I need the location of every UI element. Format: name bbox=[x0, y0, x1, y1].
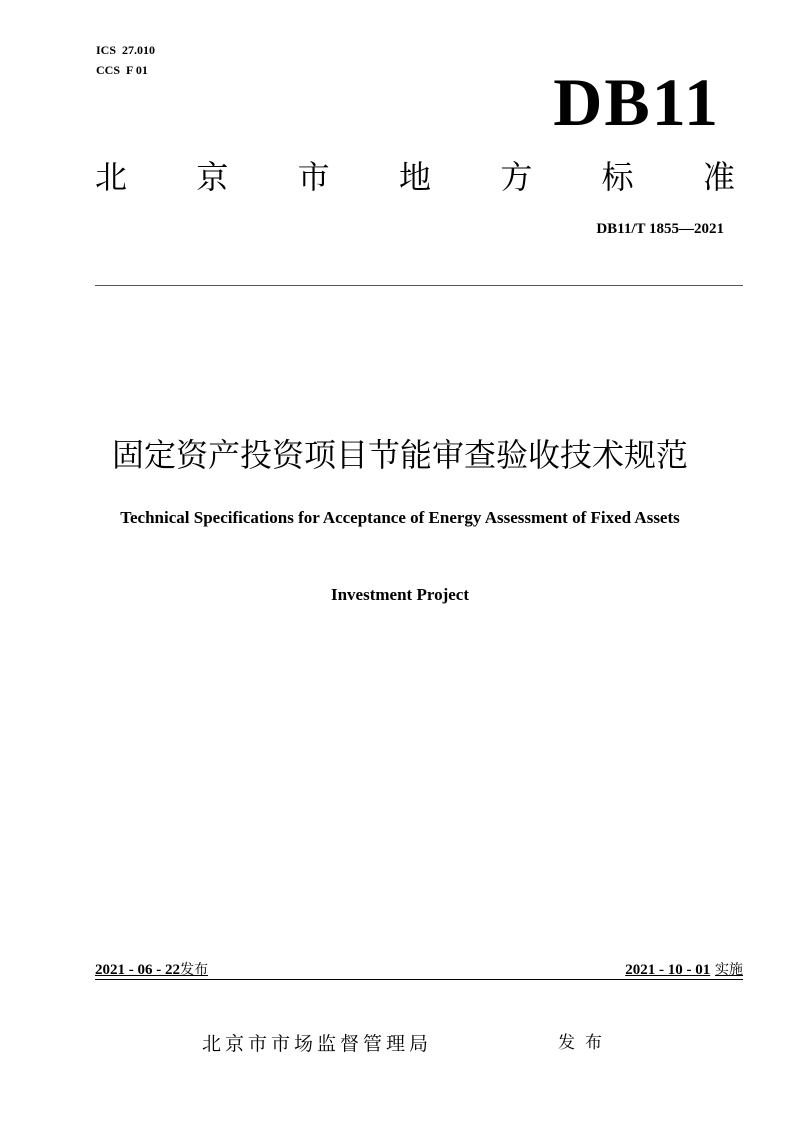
standard-classification bbox=[95, 155, 735, 199]
classification-char: 北 bbox=[95, 158, 128, 196]
implement-label: 实施 bbox=[715, 962, 743, 978]
issue-action: 发布 bbox=[558, 1033, 612, 1053]
classification-char: 京 bbox=[196, 158, 229, 196]
document-title-zh: 固定资产投资项目节能审查验收技术规范 bbox=[111, 436, 688, 474]
classification-char: 准 bbox=[702, 158, 735, 196]
document-title-en: Technical Specifications for Acceptance of Energy Assessment of Fixed Assets bbox=[120, 508, 680, 527]
document-title-en-continued: Investment Project bbox=[330, 585, 469, 604]
ics-code: ICS 27.010 bbox=[96, 43, 156, 57]
classification-char: 地 bbox=[398, 158, 431, 196]
issue-date-group bbox=[95, 958, 208, 981]
issue-date: 2021 - 06 - 22 bbox=[95, 962, 180, 978]
ccs-code: CCS F 01 bbox=[96, 63, 148, 77]
implement-date: 2021 - 10 - 01 bbox=[625, 962, 711, 978]
classification-char: 方 bbox=[500, 158, 533, 196]
classification-char: 标 bbox=[601, 158, 634, 196]
standard-logo: DB11 bbox=[553, 64, 720, 140]
issuing-authority: 北京市市场监督管理局 bbox=[202, 1033, 433, 1055]
header-divider bbox=[95, 285, 743, 286]
classification-codes bbox=[96, 40, 155, 80]
implement-date-group bbox=[625, 958, 743, 981]
standard-number: DB11/T 1855—2021 bbox=[596, 221, 724, 237]
issue-label: 发布 bbox=[180, 962, 208, 978]
classification-char: 市 bbox=[297, 158, 330, 196]
footer-divider bbox=[95, 979, 743, 980]
